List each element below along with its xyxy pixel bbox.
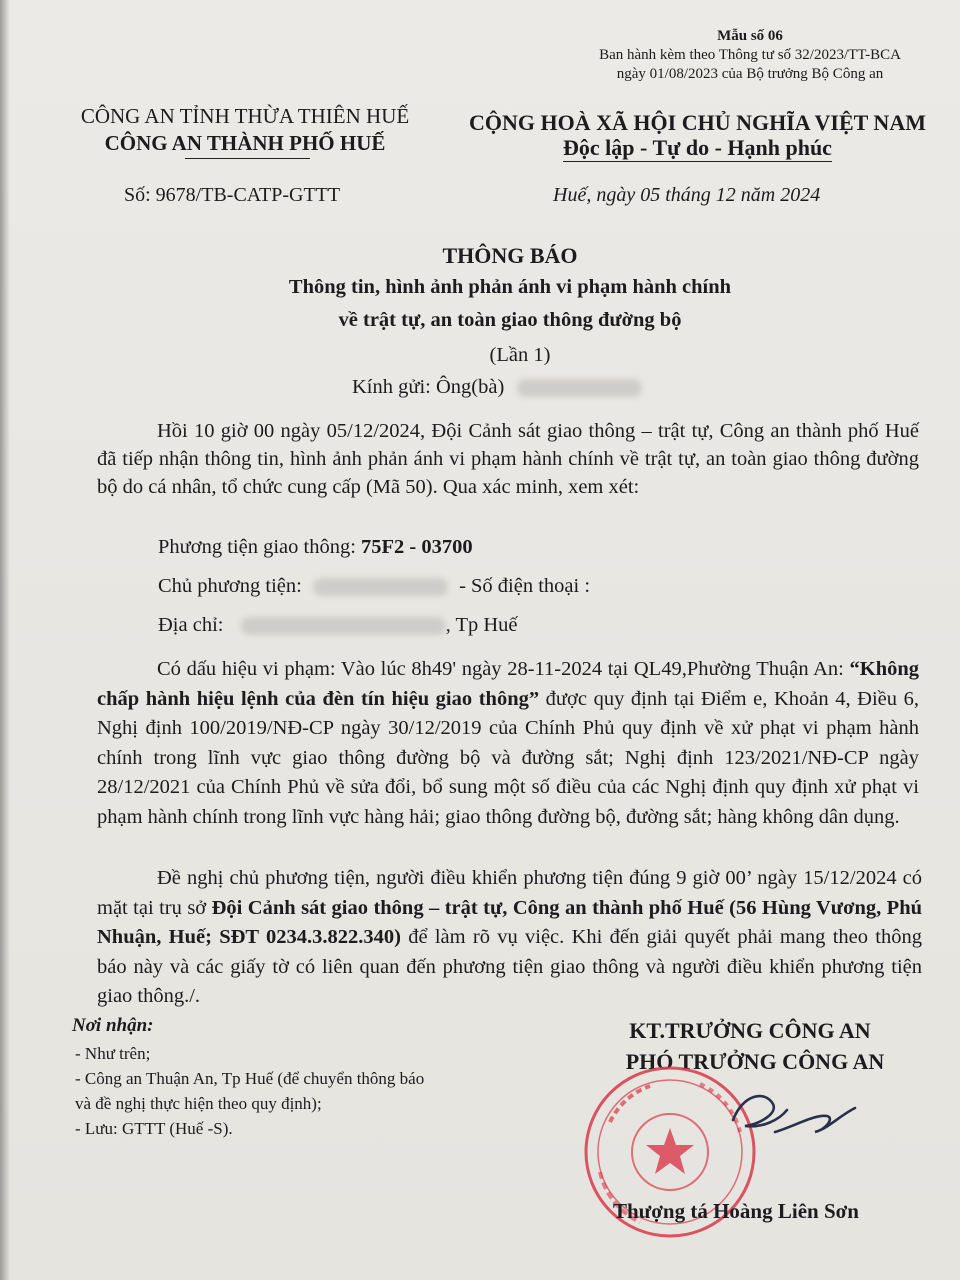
nation-name: CỘNG HOÀ XÃ HỘI CHỦ NGHĨA VIỆT NAM [469, 110, 926, 135]
paragraph-violation [97, 655, 919, 832]
recipient-line [352, 376, 642, 399]
page-edge-shadow [0, 0, 10, 1280]
nation-motto [455, 135, 940, 161]
handwritten-signature [715, 1080, 865, 1150]
place-date: Huế, ngày 05 tháng 12 năm 2024 [553, 184, 821, 206]
redacted-recipient [517, 379, 642, 397]
receiver-item: - Công an Thuận An, Tp Huế (để chuyển thông báo [75, 1069, 425, 1088]
form-code-block [590, 27, 910, 84]
receivers-heading: Nơi nhận: [72, 1015, 154, 1036]
vehicle-label: Phương tiện giao thông: [158, 536, 356, 558]
paragraph-intro: Hồi 10 giờ 00 ngày 05/12/2024, Đội Cảnh sát giao thông – trật tự, Công an thành phố Huế đã tiếp nhận thông tin, hình ảnh phản ánh vi phạm hành chính về trật tự, an toàn giao thông đường bộ do cá nhân, tổ chức cung cấp (Mã 50). Qua xác minh, xem xét: [97, 420, 919, 498]
notice-subtitle-2: về trật tự, an toàn giao thông đường bộ [338, 309, 682, 331]
signature-title-1: KT.TRƯỞNG CÔNG AN [629, 1018, 871, 1043]
request-intro: Đề nghị chủ phương tiện, người điều khiển phương tiện đúng 9 giờ 00’ ngày 15/12/2024 có mặt tại trụ sở [97, 867, 922, 919]
owner-label: Chủ phương tiện: [158, 575, 302, 597]
violation-legal-basis: được quy định tại Điểm e, Khoản 4, Điều 6, Nghị định 100/2019/NĐ-CP ngày 30/12/2019 của Chính Phủ quy định về xử phạt vi phạm hành chính trong lĩnh vực giao thông đường bộ và đường sắt; Nghị định 123/2021/NĐ-CP ngày 28/12/2021 của Chính Phủ về sửa đổi, bổ sung một số điều của các Nghị định quy định xử phạt vi phạm hành chính trong lĩnh vực hàng hải; giao thông đường bộ, đường sắt; hàng không dân dụng. [97, 687, 919, 828]
nation-motto-text: Độc lập - Tự do - Hạnh phúc [563, 135, 832, 160]
paragraph-request [97, 864, 922, 1012]
agency-underline [185, 158, 310, 159]
violation-name: “Không chấp hành hiệu lệnh của đèn tín hiệu giao thông” [97, 658, 919, 710]
form-code-line1: Ban hành kèm theo Thông tư số 32/2023/TT-BCA [599, 47, 901, 63]
signature-title-2: PHÓ TRƯỞNG CÔNG AN [625, 1049, 885, 1074]
receiver-item: và đề nghị thực hiện theo quy định); [75, 1094, 322, 1113]
agency-name-text: CÔNG AN THÀNH PHỐ HUẾ [104, 131, 386, 155]
phone-label: - Số điện thoại : [459, 575, 591, 597]
address-label: Địa chỉ: [158, 614, 224, 636]
agency-parent: CÔNG AN TỈNH THỪA THIÊN HUẾ [80, 104, 410, 128]
request-office: Đội Cảnh sát giao thông – trật tự, Công an thành phố Huế (56 Hùng Vương, Phú Nhuận, Huế; SĐT 0234.3.822.340) [97, 896, 922, 948]
address-line [158, 614, 518, 637]
address-city: , Tp Huế [445, 614, 518, 636]
agency-name [60, 131, 430, 156]
attempt-number: (Lần 1) [489, 344, 551, 366]
doc-number: Số: 9678/TB-CATP-GTTT [124, 184, 341, 206]
recipient-label: Kính gửi: Ông(bà) [352, 376, 505, 398]
owner-line [158, 575, 590, 598]
receiver-item: - Như trên; [75, 1044, 151, 1063]
signer-name: Thượng tá Hoàng Liên Sơn [613, 1199, 859, 1223]
form-code-line2: ngày 01/08/2023 của Bộ trưởng Bộ Công an [616, 66, 884, 82]
receiver-item: - Lưu: GTTT (Huế -S). [75, 1119, 233, 1138]
vehicle-line [158, 536, 473, 559]
receivers-list [75, 1041, 424, 1141]
notice-subtitle-1: Thông tin, hình ảnh phản ánh vi phạm hành chính [288, 276, 732, 298]
notice-title: THÔNG BÁO [442, 243, 578, 268]
violation-intro: Có dấu hiệu vi phạm: Vào lúc 8h49' ngày 28-11-2024 tại QL49,Phường Thuận An: [157, 658, 850, 680]
vehicle-plate: 75F2 - 03700 [361, 536, 473, 558]
redacted-address [241, 617, 446, 635]
redacted-owner [313, 578, 448, 596]
request-end: để làm rõ vụ việc. Khi đến giải quyết phải mang theo thông báo này và các giấy tờ có liên quan đến phương tiện giao thông và người điều khiển phương tiện giao thông./. [97, 926, 922, 1007]
form-code-title: Mẫu số 06 [717, 28, 783, 44]
